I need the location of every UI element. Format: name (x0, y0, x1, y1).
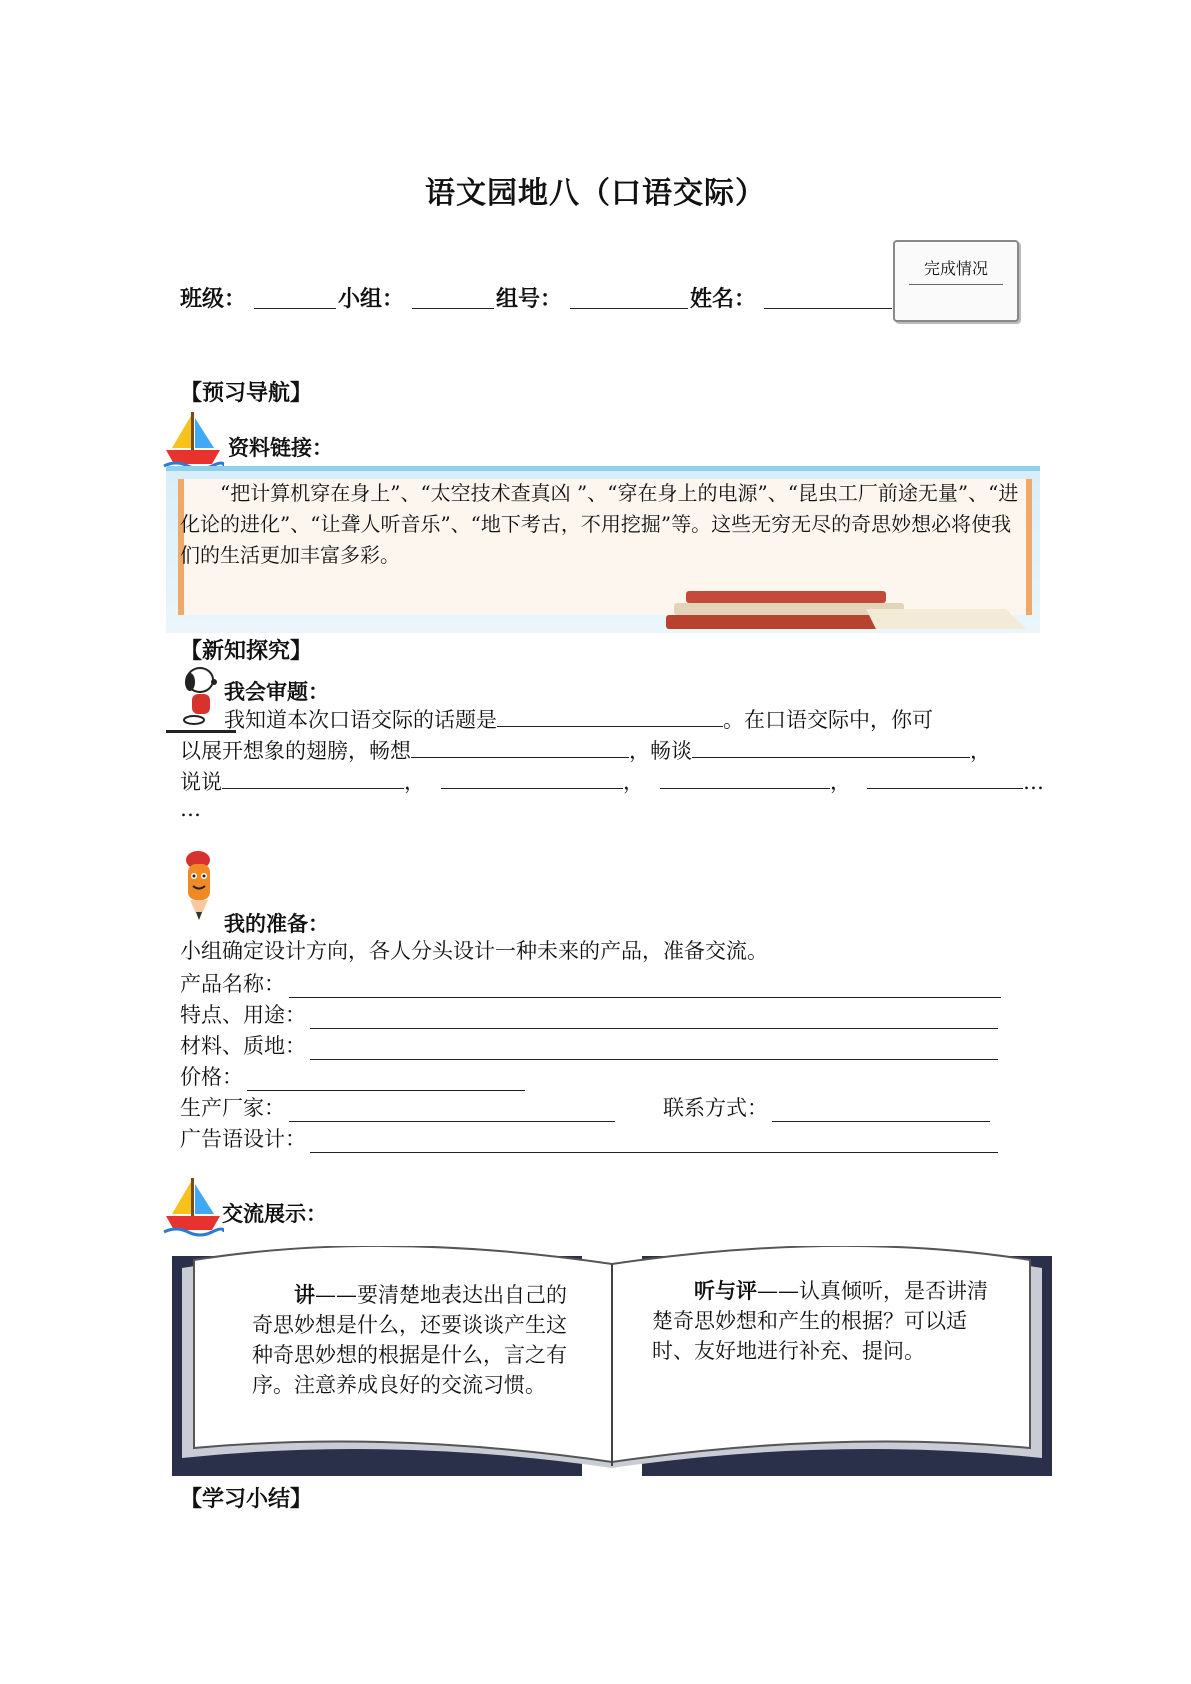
books-icon (666, 585, 1036, 635)
listen-text: ——认真倾听，是否讲清楚奇思妙想和产生的根据？可以适时、友好地进行补充、提问。 (652, 1279, 988, 1363)
contact-field[interactable] (772, 1101, 990, 1122)
class-label: 班级： (180, 286, 247, 312)
product-name-row (180, 968, 1001, 998)
imagine-blank[interactable] (411, 735, 629, 758)
topic-text-5: ， (970, 739, 991, 763)
completion-label: 完成情况 (923, 259, 988, 278)
section-preview: 【预习导航】 (180, 380, 313, 406)
comma-1: ， (404, 770, 425, 794)
topic-blank[interactable] (497, 704, 723, 727)
link-title: 资料链接： (228, 435, 333, 460)
topic-line-1 (224, 704, 933, 736)
section-explore: 【新知探究】 (180, 638, 313, 664)
features-label: 特点、用途： (180, 1003, 306, 1027)
say-blank-2[interactable] (441, 766, 623, 789)
ellipsis-1: … (1023, 770, 1044, 794)
link-text: “把计算机穿在身上”、“太空技术查真凶 ”、“穿在身上的电源”、“昆虫工厂前途无量”、“进化论的进化”、“让聋人听音乐”、“地下考古，不用挖掘”等。这些无穷无尽的奇思妙想必将使我们的生活更加丰富多彩。 (180, 481, 1019, 567)
number-label: 组号： (496, 286, 563, 312)
group-field[interactable] (412, 286, 494, 309)
slogan-field[interactable] (310, 1132, 998, 1153)
topic-line-2 (180, 735, 991, 767)
material-label: 材料、质地： (180, 1034, 306, 1058)
say-blank-3[interactable] (660, 766, 830, 789)
maker-row (180, 1092, 990, 1122)
number-field[interactable] (570, 286, 688, 309)
share-title: 交流展示： (222, 1201, 327, 1226)
sailboat-icon (162, 1176, 224, 1238)
sailboat-icon (162, 410, 224, 472)
dog-icon (178, 664, 226, 726)
speak-text: ——要清楚地表达出自己的奇思妙想是什么，还要谈谈产生这种奇思妙想的根据是什么，言之有序。注意养成良好的交流习惯。 (252, 1283, 567, 1397)
crayon-mascot-icon (176, 848, 226, 928)
maker-label: 生产厂家： (180, 1096, 285, 1120)
topic-text-1: 我知道本次口语交际的话题是 (224, 708, 497, 732)
topic-text-2: 。在口语交际中，你可 (723, 708, 933, 732)
features-field[interactable] (310, 1008, 998, 1029)
name-label: 姓名： (690, 286, 757, 312)
say-blank-1[interactable] (222, 766, 404, 789)
prep-title: 我的准备： (224, 911, 329, 936)
maker-field[interactable] (289, 1101, 615, 1122)
material-row (180, 1030, 998, 1060)
name-field[interactable] (764, 286, 892, 309)
discuss-blank[interactable] (692, 735, 970, 758)
say-blank-4[interactable] (867, 766, 1023, 789)
contact-label: 联系方式： (663, 1096, 768, 1120)
product-name-label: 产品名称： (180, 972, 285, 996)
listen-paragraph (652, 1276, 988, 1366)
comma-3: ， (830, 770, 851, 794)
speak-label: 讲 (294, 1282, 315, 1307)
price-row (180, 1061, 525, 1091)
price-field[interactable] (247, 1070, 525, 1091)
slogan-row (180, 1123, 998, 1153)
comma-2: ， (623, 770, 644, 794)
page-title: 语文园地八（口语交际） (425, 176, 766, 211)
price-label: 价格： (180, 1065, 243, 1089)
completion-box[interactable] (893, 240, 1019, 322)
topic-title: 我会审题： (224, 679, 329, 704)
section-summary: 【学习小结】 (180, 1486, 313, 1512)
topic-text-6: 说说 (180, 770, 222, 794)
listen-label: 听与评 (694, 1278, 757, 1303)
material-field[interactable] (310, 1039, 998, 1060)
slogan-label: 广告语设计： (180, 1127, 306, 1151)
topic-text-4: ，畅谈 (629, 739, 692, 763)
ellipsis-2: … (180, 797, 201, 821)
topic-text-3: 以展开想象的翅膀，畅想 (180, 739, 411, 763)
features-row (180, 999, 998, 1029)
completion-line (909, 284, 1003, 285)
prep-intro: 小组确定设计方向，各人分头设计一种未来的产品，准备交流。 (180, 939, 768, 963)
group-label: 小组： (338, 286, 405, 312)
class-field[interactable] (254, 286, 336, 309)
topic-line-3 (180, 766, 1044, 798)
product-name-field[interactable] (289, 977, 1001, 998)
speak-paragraph (252, 1280, 572, 1400)
